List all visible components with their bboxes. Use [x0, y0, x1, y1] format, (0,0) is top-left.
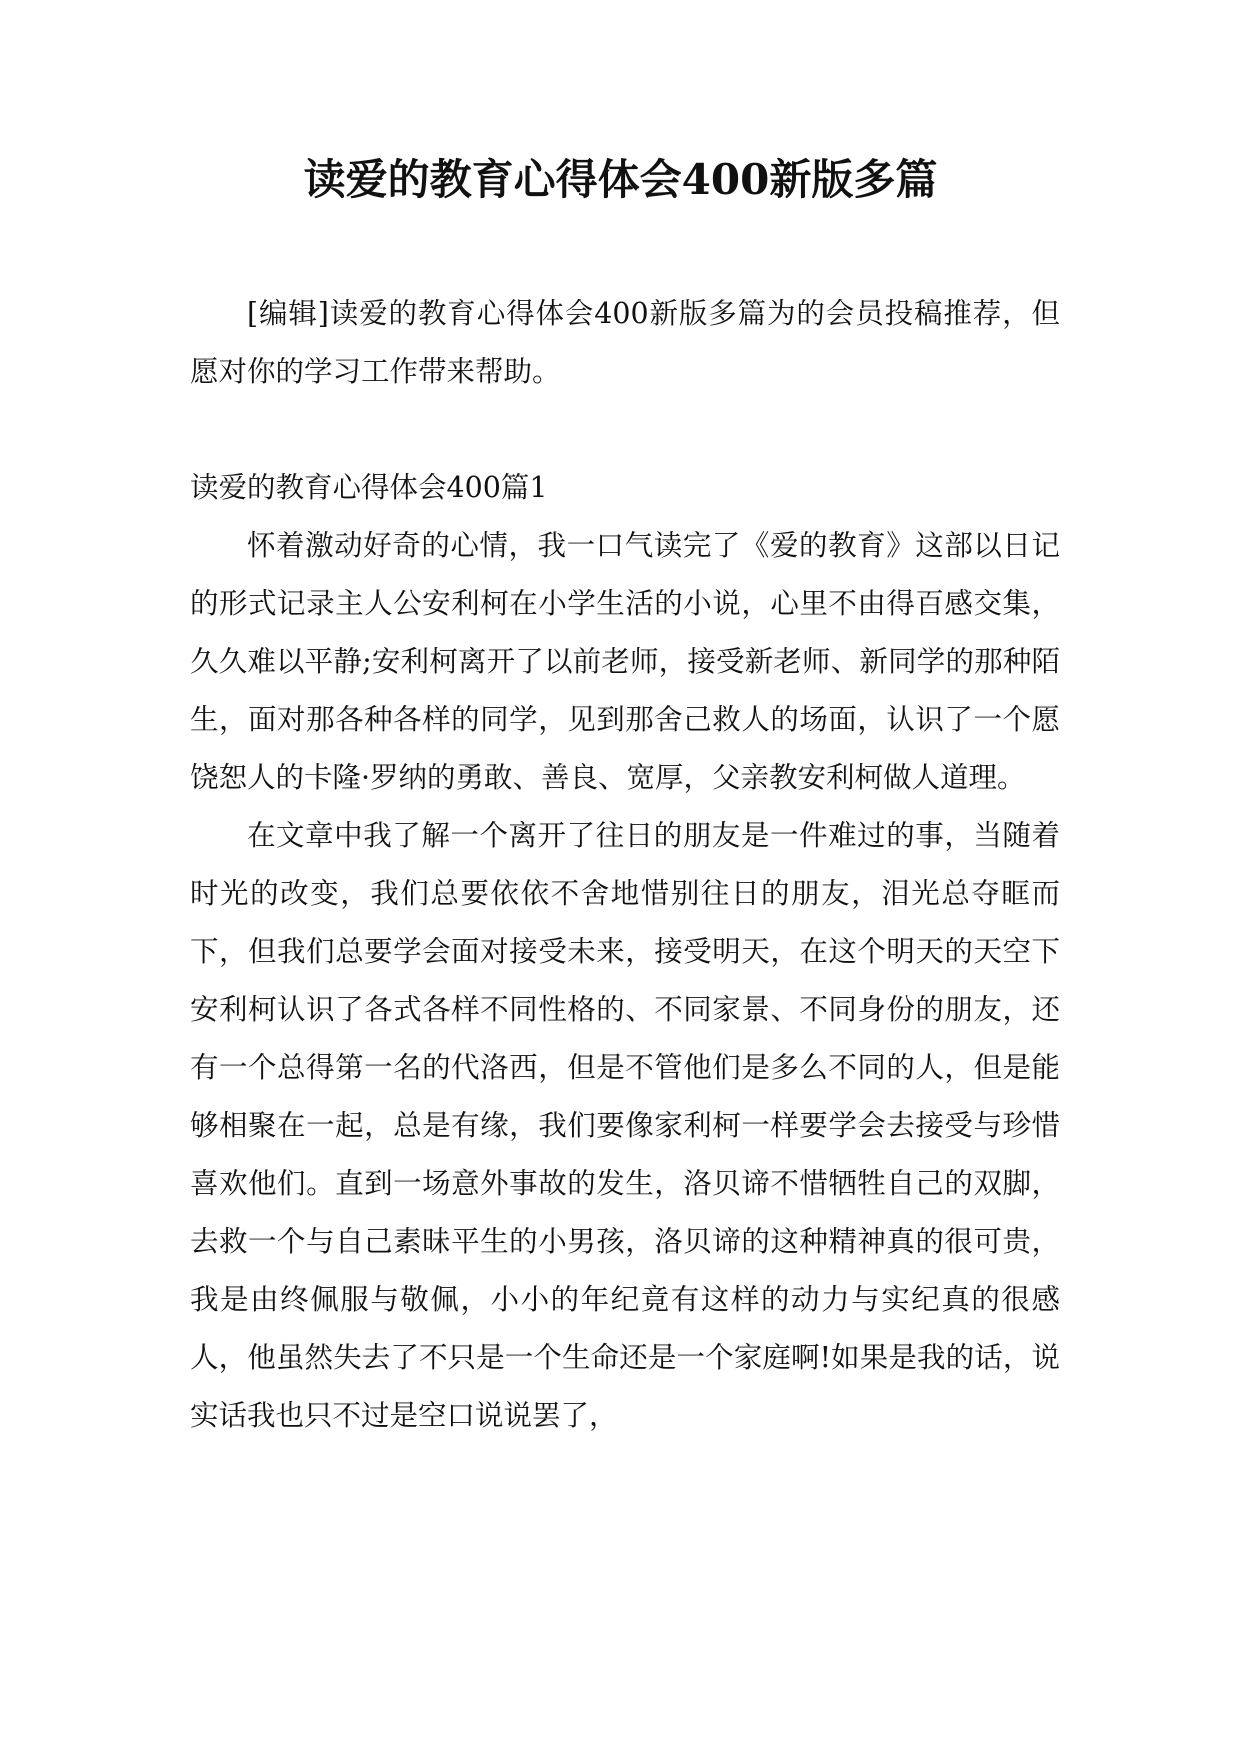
document-title: 读爱的教育心得体会400新版多篇 [303, 155, 938, 204]
document-body [190, 285, 1060, 1445]
section-heading: 读爱的教育心得体会400篇1 [190, 471, 548, 504]
intro-paragraph: [编辑]读爱的教育心得体会400新版多篇为的会员投稿推荐，但愿对你的学习工作带来帮助。 [190, 297, 1060, 388]
body-paragraph: 在文章中我了解一个离开了往日的朋友是一件难过的事，当随着时光的改变，我们总要依依不舍地惜别往日的朋友，泪光总夺眶而下，但我们总要学会面对接受未来，接受明天，在这个明天的天空下安利柯认识了各式各样不同性格的、不同家景、不同身份的朋友，还有一个总得第一名的代洛西，但是不管他们是多么不同的人，但是能够相聚在一起，总是有缘，我们要像家利柯一样要学会去接受与珍惜喜欢他们。直到一场意外事故的发生，洛贝谛不惜牺牲自己的双脚，去救一个与自己素昧平生的小男孩，洛贝谛的这种精神真的很可贵，我是由终佩服与敬佩，小小的年纪竟有这样的动力与实纪真的很感人，他虽然失去了不只是一个生命还是一个家庭啊!如果是我的话，说实话我也只不过是空口说说罢了， [190, 819, 1060, 1432]
body-paragraph: 怀着激动好奇的心情，我一口气读完了《爱的教育》这部以日记的形式记录主人公安利柯在小学生活的小说，心里不由得百感交集，久久难以平静;安利柯离开了以前老师，接受新老师、新同学的那种陌生，面对那各种各样的同学，见到那舍己救人的场面，认识了一个愿饶恕人的卡隆·罗纳的勇敢、善良、宽厚，父亲教安利柯做人道理。 [190, 529, 1060, 794]
